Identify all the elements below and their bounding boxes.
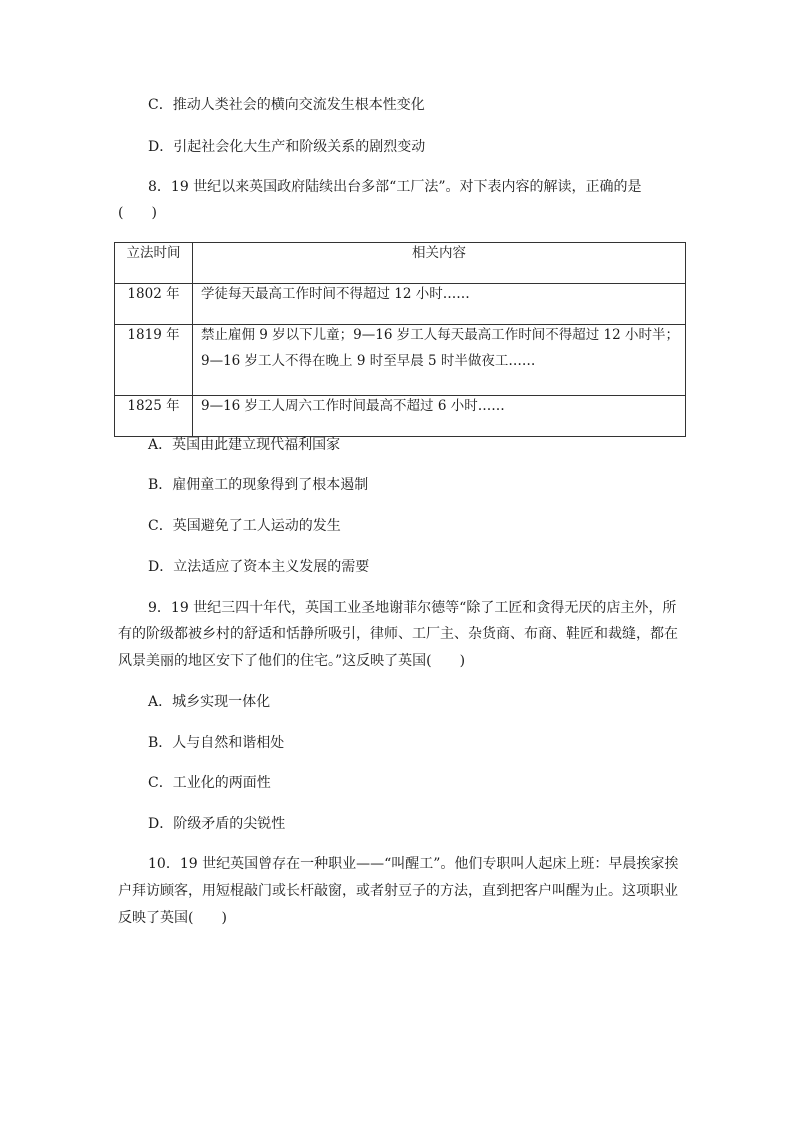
q8-option-d: D．立法适应了资本主义发展的需要 [148, 559, 370, 575]
q9-stem-line2: 有的阶级都被乡村的舒适和恬静所吸引，律师、工厂主、杂货商、布商、鞋匠和裁缝，都在 [118, 626, 678, 642]
table-header-row [115, 243, 686, 284]
row-year: 1825 年 [115, 396, 193, 437]
row-content [193, 284, 686, 325]
q7-option-d: D．引起社会化大生产和阶级关系的剧烈变动 [148, 139, 426, 155]
q10-stem-line3: 反映了英国( ) [118, 910, 227, 926]
q9-option-c: C．工业化的两面性 [148, 775, 271, 791]
row-content-line: 9—16 岁工人周六工作时间最高不超过 6 小时…… [201, 398, 505, 414]
q9-option-b: B．人与自然和谐相处 [148, 735, 285, 751]
header-content: 相关内容 [193, 243, 686, 284]
row-content [193, 325, 686, 396]
q7-option-c: C．推动人类社会的横向交流发生根本性变化 [148, 97, 425, 113]
row-content-line: 禁止雇佣 9 岁以下儿童；9—16 岁工人每天最高工作时间不得超过 12 小时半； [201, 327, 679, 343]
factory-law-table [114, 242, 686, 437]
q8-option-c: C．英国避免了工人运动的发生 [148, 518, 341, 534]
row-year: 1819 年 [115, 325, 193, 396]
q8-option-b: B．雇佣童工的现象得到了根本遏制 [148, 477, 369, 493]
q10-stem-line1: 10．19 世纪英国曾存在一种职业——“叫醒工”。他们专职叫人起床上班：早晨挨家挨 [148, 856, 679, 872]
q9-stem-line3: 风景美丽的地区安下了他们的住宅。”这反映了英国( ) [118, 653, 466, 669]
row-content-line: 9—16 岁工人不得在晚上 9 时至早晨 5 时半做夜工…… [201, 353, 536, 369]
q9-stem-line1: 9．19 世纪三四十年代，英国工业圣地谢菲尔德等“除了工匠和贪得无厌的店主外，所 [148, 600, 677, 616]
q10-stem-line2: 户拜访顾客，用短棍敲门或长杆敲窗，或者射豆子的方法，直到把客户叫醒为止。这项职业 [118, 883, 678, 899]
row-content-line: 学徒每天最高工作时间不得超过 12 小时…… [201, 286, 470, 302]
row-year: 1802 年 [115, 284, 193, 325]
q9-option-a: A．城乡实现一体化 [148, 694, 271, 710]
header-year: 立法时间 [115, 243, 193, 284]
table-row [115, 396, 686, 437]
row-content [193, 396, 686, 437]
table-row [115, 284, 686, 325]
q8-option-a: A．英国由此建立现代福利国家 [148, 437, 341, 453]
table-row [115, 325, 686, 396]
q9-option-d: D．阶级矛盾的尖锐性 [148, 816, 286, 832]
q8-stem-line2: ( ) [118, 205, 157, 221]
q8-stem-line1: 8．19 世纪以来英国政府陆续出台多部“工厂法”。对下表内容的解读，正确的是 [148, 179, 642, 195]
